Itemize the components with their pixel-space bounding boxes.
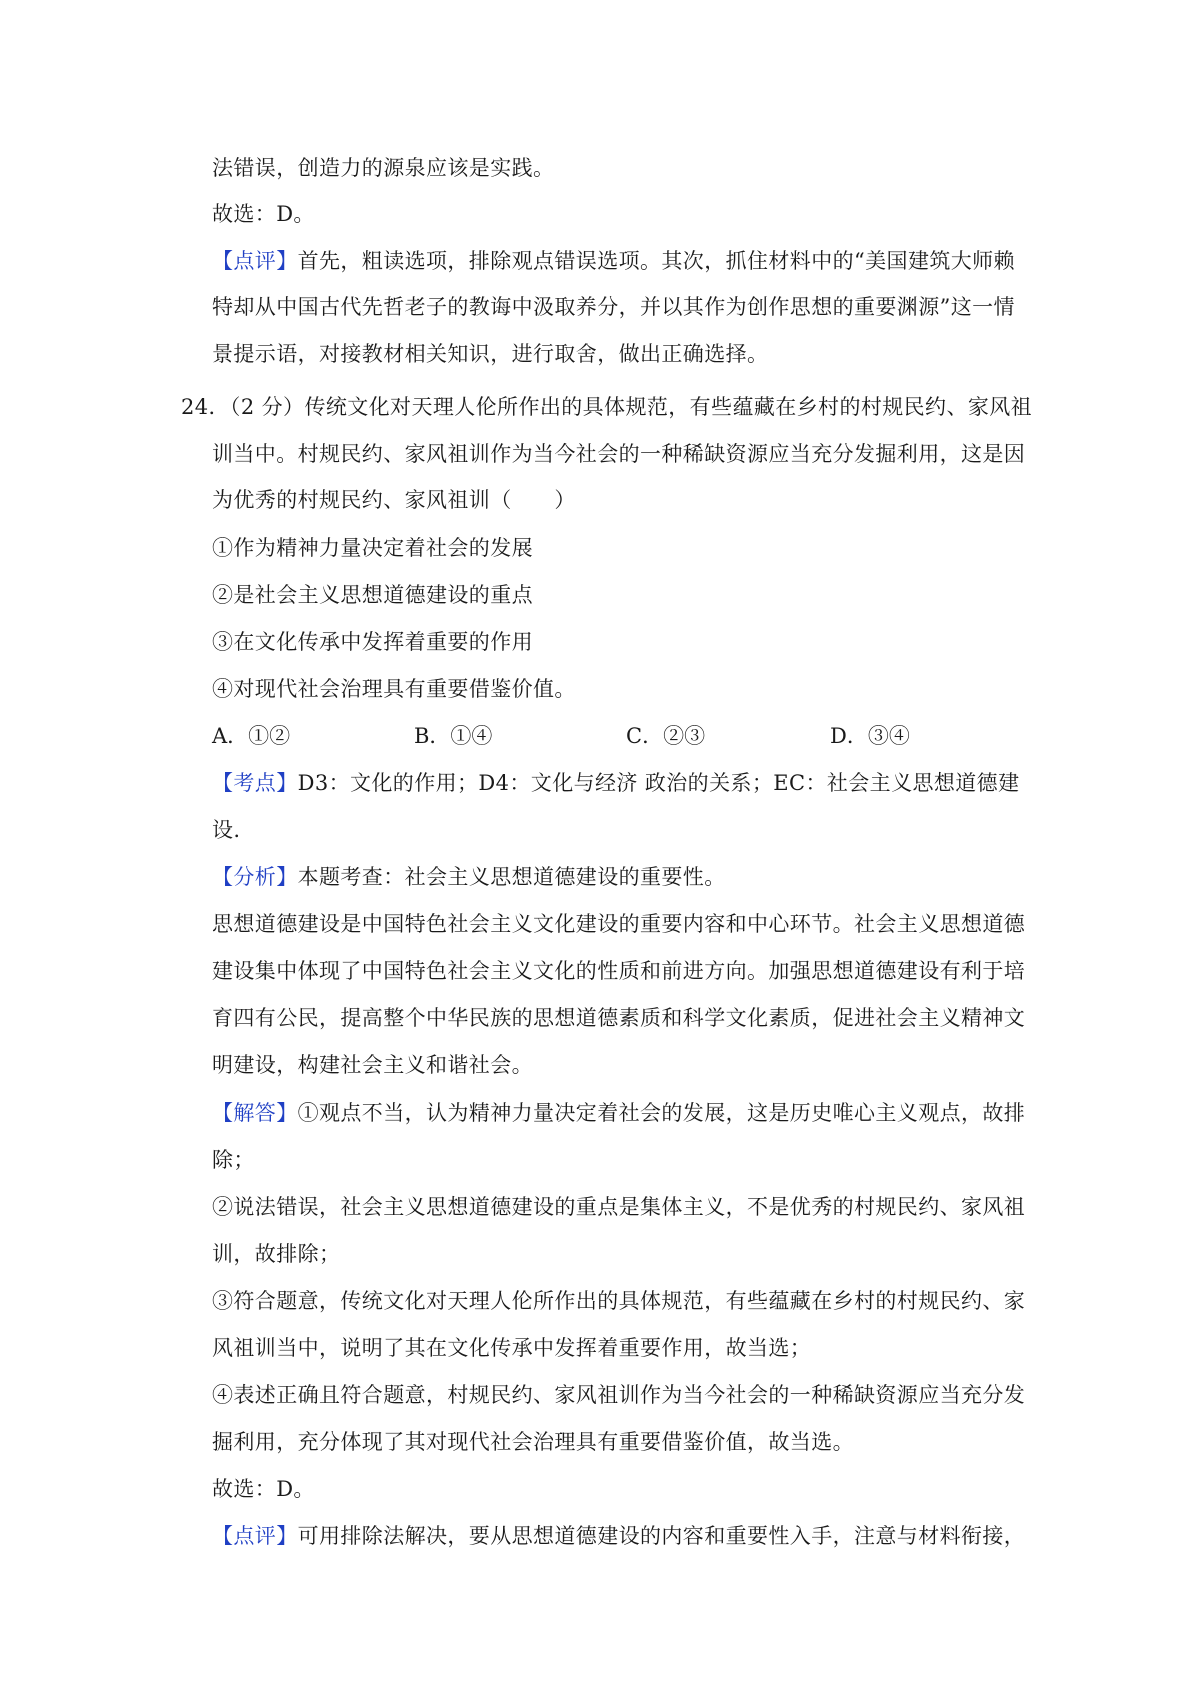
fenxi-text: 本题考查：社会主义思想道德建设的重要性。: [297, 865, 726, 889]
jieda-line: [212, 1098, 1025, 1128]
comment-text: 可用排除法解决，要从思想道德建设的内容和重要性入手，注意与材料衔接，: [297, 1524, 1026, 1548]
text-line: 法错误，创造力的源泉应该是实践。: [212, 156, 555, 180]
option-b: B．①④: [414, 724, 493, 748]
statement-1: ①作为精神力量决定着社会的发展: [212, 536, 533, 560]
question-line: 训当中。村规民约、家风祖训作为当今社会的一种稀缺资源应当充分发掘利用，这是因: [212, 442, 1026, 466]
jieda-line: 训，故排除；: [212, 1242, 341, 1266]
jieda-line: ③符合题意，传统文化对天理人伦所作出的具体规范，有些蕴藏在乡村的村规民约、家: [212, 1289, 1026, 1313]
jieda-line: 掘利用，充分体现了其对现代社会治理具有重要借鉴价值，故当选。: [212, 1430, 854, 1454]
kaodian-line: [212, 768, 1019, 798]
kaodian-tag: 【考点】: [212, 771, 298, 795]
fenxi-tag: 【分析】: [212, 865, 298, 889]
jieda-line: ②说法错误，社会主义思想道德建设的重点是集体主义，不是优秀的村规民约、家风祖: [212, 1195, 1026, 1219]
comment-tag: 【点评】: [212, 1524, 298, 1548]
jieda-line: 风祖训当中，说明了其在文化传承中发挥着重要作用，故当选；: [212, 1336, 812, 1360]
option-a: A．①②: [212, 724, 291, 748]
question-line: [181, 392, 1032, 422]
text-line: 景提示语，对接教材相关知识，进行取舍，做出正确选择。: [212, 342, 769, 366]
comment-line: [212, 246, 1015, 276]
jieda-tag: 【解答】: [212, 1101, 298, 1125]
kaodian-text: D3：文化的作用；D4：文化与经济 政治的关系；EC：社会主义思想道德建: [297, 771, 1020, 795]
jieda-text: ①观点不当，认为精神力量决定着社会的发展，这是历史唯心主义观点，故排: [297, 1101, 1026, 1125]
option-d: D．③④: [830, 724, 910, 748]
text-line: 特却从中国古代先哲老子的教诲中汲取养分，并以其作为创作思想的重要渊源”这一情: [212, 295, 1015, 319]
text-line: 故选：D。: [212, 202, 315, 226]
question-line: 为优秀的村规民约、家风祖训（ ）: [212, 488, 576, 512]
question-number: 24．: [181, 395, 230, 419]
jieda-line: ④表述正确且符合题意，村规民约、家风祖训作为当今社会的一种稀缺资源应当充分发: [212, 1383, 1026, 1407]
comment-line: [212, 1521, 1025, 1551]
fenxi-line: [212, 862, 726, 892]
jieda-line: 除；: [212, 1148, 255, 1172]
fenxi-line: 育四有公民，提高整个中华民族的思想道德素质和科学文化素质，促进社会主义精神文: [212, 1006, 1026, 1030]
comment-text: 首先，粗读选项，排除观点错误选项。其次，抓住材料中的“美国建筑大师赖: [297, 249, 1015, 273]
kaodian-line: 设.: [212, 818, 241, 842]
fenxi-line: 明建设，构建社会主义和谐社会。: [212, 1053, 533, 1077]
comment-tag: 【点评】: [212, 249, 298, 273]
fenxi-line: 思想道德建设是中国特色社会主义文化建设的重要内容和中心环节。社会主义思想道德: [212, 912, 1026, 936]
option-c: C．②③: [626, 724, 706, 748]
statement-2: ②是社会主义思想道德建设的重点: [212, 583, 533, 607]
statement-4: ④对现代社会治理具有重要借鉴价值。: [212, 677, 576, 701]
question-text: （2 分）传统文化对天理人伦所作出的具体规范，有些蕴藏在乡村的村规民约、家风祖: [229, 395, 1033, 419]
statement-3: ③在文化传承中发挥着重要的作用: [212, 630, 533, 654]
answer-line: 故选：D。: [212, 1477, 315, 1501]
fenxi-line: 建设集中体现了中国特色社会主义文化的性质和前进方向。加强思想道德建设有利于培: [212, 959, 1026, 983]
